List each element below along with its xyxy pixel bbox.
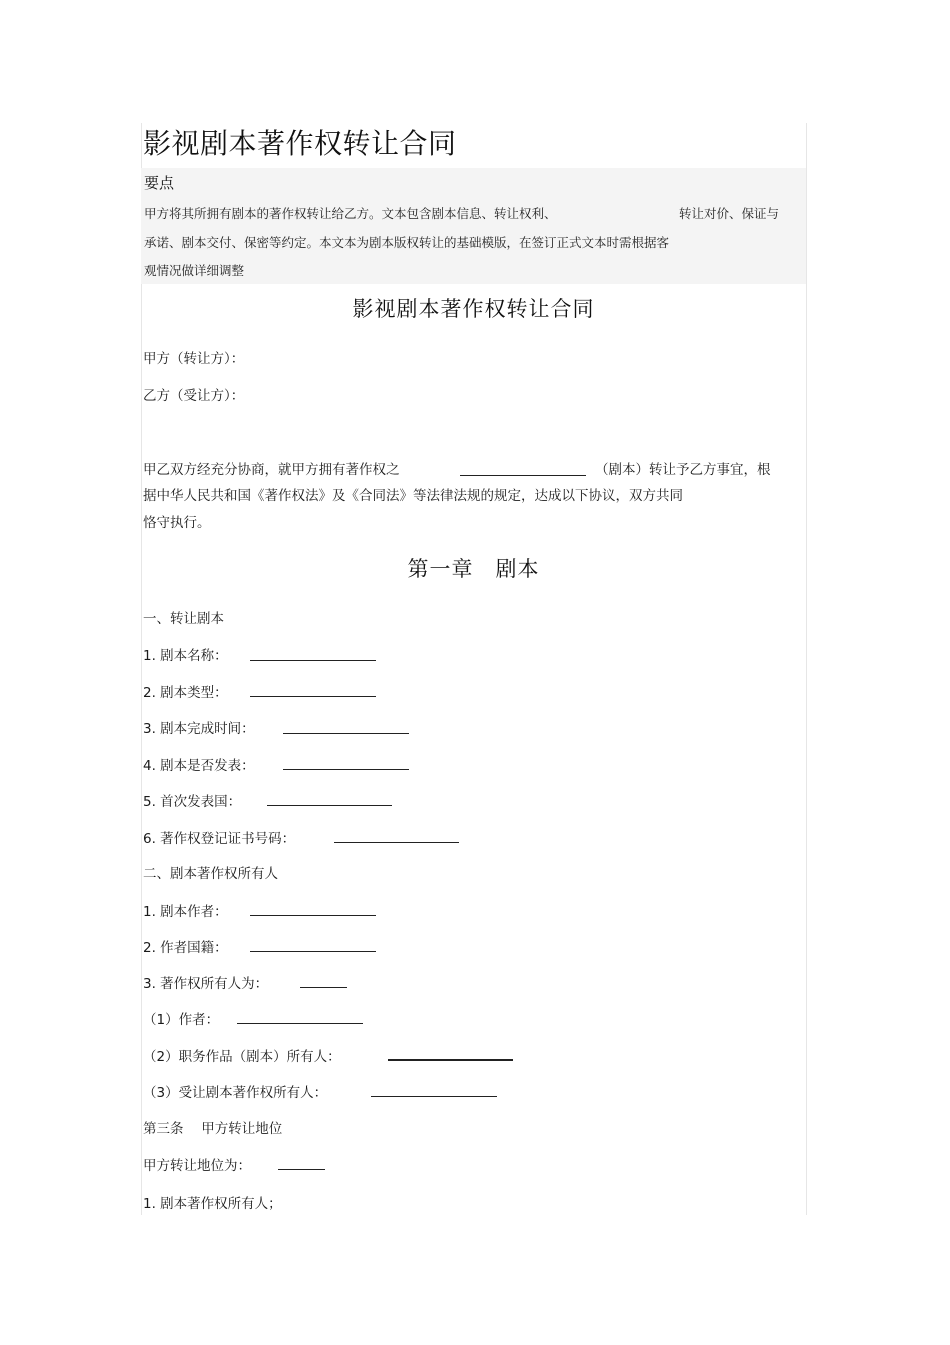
item-script-author: 1. 剧本作者： [143,904,228,920]
article-3-title: 第三条 甲方转让地位 [143,1121,283,1137]
sub-item-work-for-hire-owner: （2）职务作品（剧本）所有人： [143,1049,341,1065]
item-copyright-owner: 3. 著作权所有人为： [143,976,269,992]
sub-item-author: （1）作者： [143,1012,220,1028]
item-published: 4. 剧本是否发表： [143,758,255,774]
fill-blank-copyright-owner[interactable] [300,987,347,988]
article-3-position-line: 甲方转让地位为： [143,1158,251,1174]
fill-blank-published[interactable] [283,769,409,770]
item-script-type: 2. 剧本类型： [143,685,228,701]
fill-blank-script-author[interactable] [250,915,376,916]
party-a-line: 甲方（转让方）： [143,351,245,367]
summary-box [141,168,806,284]
fill-blank-sub-author[interactable] [237,1023,363,1024]
item-author-nationality: 2. 作者国籍： [143,940,228,956]
page-frame-right-border [806,123,807,1215]
summary-heading: 要点 [144,174,175,192]
fill-blank-work-for-hire-owner[interactable] [388,1059,513,1061]
section-title-copyright-owner: 二、剧本著作权所有人 [143,866,278,882]
fill-blank-first-publish-country[interactable] [267,805,392,806]
preamble-part-1: 甲乙双方经充分协商，就甲方拥有著作权之 [143,462,400,478]
item-registration-number: 6. 著作权登记证书号码： [143,831,296,847]
party-b-line: 乙方（受让方）： [143,388,245,404]
fill-blank-transfer-position[interactable] [278,1169,325,1170]
item-first-publish-country: 5. 首次发表国： [143,794,242,810]
fill-blank-assignee-owner[interactable] [371,1096,497,1097]
fill-blank-author-nationality[interactable] [250,951,376,952]
summary-line-3: 观情况做详细调整 [144,263,245,278]
preamble-line-3: 恪守执行。 [143,515,211,531]
fill-blank-registration-number[interactable] [334,842,459,843]
chapter-title: 第一章 剧本 [407,557,540,581]
page-frame-left-border [141,123,142,1215]
preamble-line-2: 据中华人民共和国《著作权法》及《合同法》等法律法规的规定，达成以下协议，双方共同 [143,488,683,504]
sub-item-assignee-owner: （3）受让剧本著作权所有人： [143,1085,328,1101]
summary-line-1b: 转让对价、保证与 [679,206,780,221]
section-title-transfer-script: 一、转让剧本 [143,611,224,627]
article-3-item-1: 1. 剧本著作权所有人； [143,1196,282,1212]
item-script-name: 1. 剧本名称： [143,648,228,664]
fill-blank-script-name-field[interactable] [250,660,376,661]
fill-blank-script-type[interactable] [250,696,376,697]
fill-blank-completion-time[interactable] [283,733,409,734]
fill-blank-script-name[interactable] [460,475,586,476]
preamble-part-2: （剧本）转让予乙方事宜，根 [595,462,771,478]
summary-line-1a: 甲方将其所拥有剧本的著作权转让给乙方。文本包含剧本信息、转让权利、 [144,206,557,221]
item-completion-time: 3. 剧本完成时间： [143,721,255,737]
summary-line-2: 承诺、剧本交付、保密等约定。本文本为剧本版权转让的基础模版，在签订正式文本时需根据客 [144,235,670,250]
document-title: 影视剧本著作权转让合同 [143,127,457,160]
contract-heading: 影视剧本著作权转让合同 [352,297,595,321]
